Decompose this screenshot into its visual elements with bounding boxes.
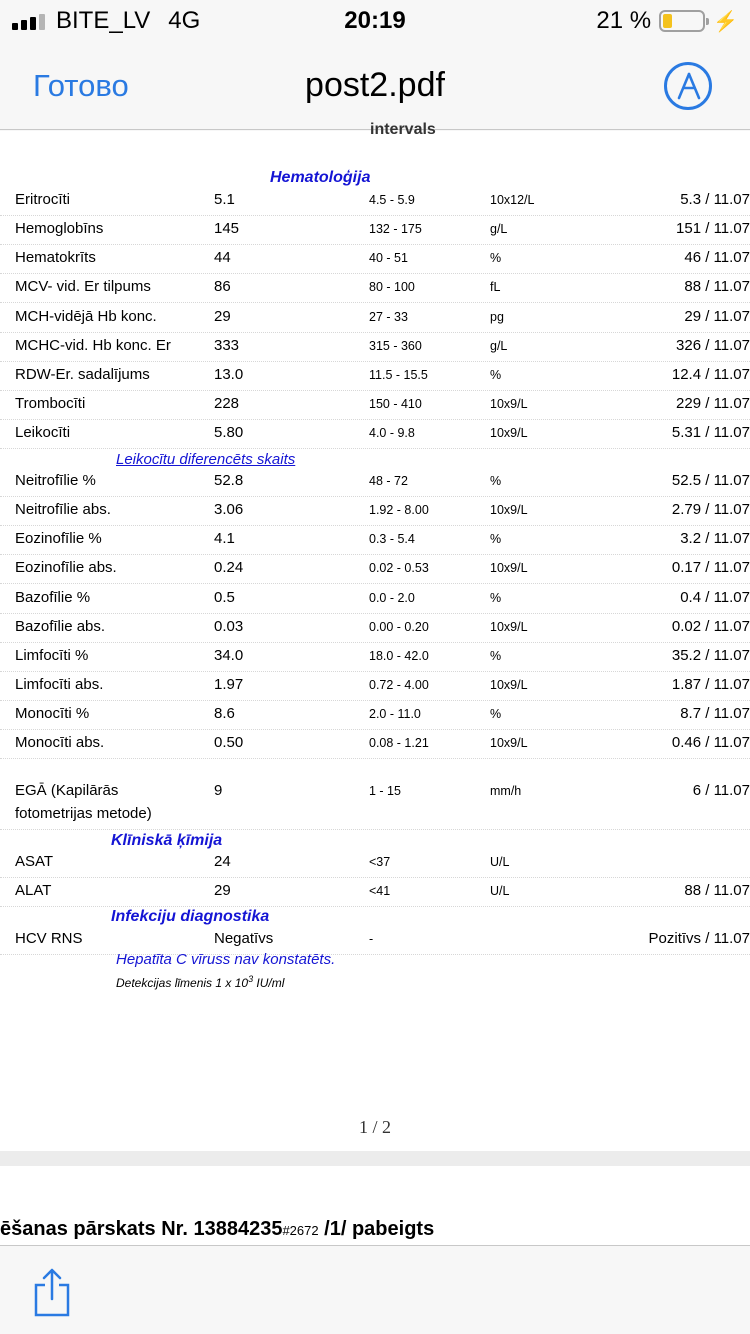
table-row — [0, 216, 750, 245]
table-row — [0, 391, 750, 420]
table-row — [0, 245, 750, 274]
test-name: Neitrofīlie abs. — [15, 501, 111, 518]
test-value: 52.8 — [214, 472, 244, 489]
table-row — [0, 468, 750, 497]
test-value: 145 — [214, 220, 240, 237]
detection-note: Detekcijas līmenis 1 x $10^3$ IU/ml — [116, 974, 285, 990]
test-value: 0.50 — [214, 734, 244, 751]
status-right — [596, 7, 738, 35]
test-name: EGĀ (Kapilārās — [15, 782, 119, 799]
next-page-title: ēšanas pārskats Nr. 13884235#2672 /1/ pabeigts — [0, 1218, 435, 1240]
reference-range: 0.3 - 5.4 — [369, 532, 415, 546]
previous-result: 3.2 / 11.07 — [680, 530, 750, 547]
table-row — [0, 778, 750, 830]
test-value: 0.24 — [214, 559, 244, 576]
clock: 20:19 — [344, 7, 406, 34]
battery-icon — [659, 10, 705, 32]
test-unit: g/L — [490, 222, 508, 236]
table-row — [0, 849, 750, 878]
test-name: Leikocīti — [15, 424, 71, 441]
reference-range: 48 - 72 — [369, 474, 408, 488]
test-value: 0.5 — [214, 589, 235, 606]
reference-range: 0.00 - 0.20 — [369, 620, 429, 634]
test-name: MCH-vidējā Hb konc. — [15, 308, 157, 325]
next-pdf-page[interactable] — [0, 1166, 750, 1246]
done-button[interactable]: Готово — [33, 68, 129, 103]
reference-range: 150 - 410 — [369, 397, 422, 411]
test-name: ALAT — [15, 882, 52, 899]
reference-range: <37 — [369, 855, 391, 869]
carrier-name: BITE_LV — [56, 7, 151, 34]
test-unit: % — [490, 368, 502, 382]
previous-result: 5.3 / 11.07 — [680, 191, 750, 208]
reference-range: 0.0 - 2.0 — [369, 591, 415, 605]
test-name: RDW-Er. sadalījums — [15, 366, 150, 383]
test-unit: 10x9/L — [490, 561, 528, 575]
test-name: Eritrocīti — [15, 191, 71, 208]
previous-result: 151 / 11.07 — [676, 220, 750, 237]
reference-range: 4.0 - 9.8 — [369, 426, 415, 440]
reference-range: <41 — [369, 884, 391, 898]
test-value: 0.03 — [214, 618, 244, 635]
test-value: 5.80 — [214, 424, 244, 441]
column-header-cut: intervals — [370, 121, 436, 138]
section-hematology: Hematoloģija — [270, 169, 371, 186]
table-row — [0, 614, 750, 643]
test-name: MCHC-vid. Hb konc. Er — [15, 337, 171, 354]
test-name: Hematokrīts — [15, 249, 96, 266]
table-row — [0, 304, 750, 333]
test-name: MCV- vid. Er tilpums — [15, 278, 151, 295]
reference-range: 1.92 - 8.00 — [369, 503, 429, 517]
test-value: 13.0 — [214, 366, 244, 383]
test-name: Hemoglobīns — [15, 220, 104, 237]
test-name: Monocīti % — [15, 705, 90, 722]
previous-result: 35.2 / 11.07 — [671, 647, 750, 664]
table-row — [0, 420, 750, 449]
test-unit: 10x9/L — [490, 736, 528, 750]
table-row — [0, 730, 750, 759]
reference-range: 2.0 - 11.0 — [369, 707, 421, 721]
test-value: 24 — [214, 853, 231, 870]
test-value: 9 — [214, 782, 223, 799]
test-value: 8.6 — [214, 705, 235, 722]
table-row — [0, 526, 750, 555]
network-type: 4G — [168, 7, 201, 34]
test-value: 5.1 — [214, 191, 235, 208]
previous-result: 8.7 / 11.07 — [680, 705, 750, 722]
reference-range: 80 - 100 — [369, 280, 415, 294]
table-row — [0, 187, 750, 216]
test-unit: mm/h — [490, 784, 522, 798]
table-row — [0, 701, 750, 730]
page-indicator: 1 / 2 — [358, 1117, 391, 1137]
test-unit: % — [490, 591, 502, 605]
test-name: Limfocīti abs. — [15, 676, 104, 693]
section-chemistry: Klīniskā ķīmija — [111, 832, 223, 849]
test-unit: 10x9/L — [490, 426, 528, 440]
previous-result: 0.02 / 11.07 — [671, 618, 750, 635]
previous-result: 0.4 / 11.07 — [680, 589, 750, 606]
previous-result: 2.79 / 11.07 — [671, 501, 750, 518]
navigation-bar — [0, 40, 750, 130]
test-name-line2: fotometrijas metode) — [15, 805, 152, 822]
test-name: Neitrofīlie % — [15, 472, 96, 489]
test-name: Eozinofīlie abs. — [15, 559, 117, 576]
pdf-page[interactable] — [0, 121, 750, 1151]
bottom-toolbar — [0, 1247, 750, 1334]
reference-range: 132 - 175 — [369, 222, 422, 236]
test-name: Monocīti abs. — [15, 734, 105, 751]
test-name: Trombocīti — [15, 395, 86, 412]
document-title: post2.pdf — [305, 66, 445, 104]
reference-range: 0.08 - 1.21 — [369, 736, 429, 750]
previous-result: 229 / 11.07 — [676, 395, 750, 412]
test-unit: % — [490, 532, 502, 546]
test-unit: 10x9/L — [490, 620, 528, 634]
test-name: ASAT — [15, 853, 54, 870]
table-row — [0, 672, 750, 701]
test-value: Negatīvs — [214, 930, 274, 947]
table-row — [0, 497, 750, 526]
previous-result: 88 / 11.07 — [684, 882, 750, 899]
test-name: Bazofīlie abs. — [15, 618, 106, 635]
test-unit: fL — [490, 280, 501, 294]
section-differential: Leikocītu diferencēts skaits — [116, 451, 296, 468]
page-gap — [0, 1151, 750, 1166]
previous-result: 88 / 11.07 — [684, 278, 750, 295]
test-unit: % — [490, 474, 502, 488]
test-unit: 10x9/L — [490, 678, 528, 692]
previous-result: 6 / 11.07 — [692, 782, 750, 799]
test-unit: % — [490, 251, 502, 265]
test-unit: g/L — [490, 339, 508, 353]
section-infection: Infekciju diagnostika — [111, 908, 270, 925]
test-unit: U/L — [490, 855, 510, 869]
reference-range: 0.02 - 0.53 — [369, 561, 429, 575]
reference-range: - — [369, 932, 374, 946]
test-name: HCV RNS — [15, 930, 83, 947]
test-name: Eozinofīlie % — [15, 530, 102, 547]
table-row — [0, 878, 750, 907]
previous-result: 52.5 / 11.07 — [671, 472, 750, 489]
reference-range: 18.0 - 42.0 — [369, 649, 429, 663]
battery-percent: 21 % — [596, 7, 652, 34]
test-value: 29 — [214, 882, 231, 899]
table-row — [0, 333, 750, 362]
test-name: Limfocīti % — [15, 647, 89, 664]
test-value: 1.97 — [214, 676, 244, 693]
reference-range: 4.5 - 5.9 — [369, 193, 415, 207]
test-value: 29 — [214, 308, 231, 325]
previous-result: 29 / 11.07 — [684, 308, 750, 325]
previous-result: 12.4 / 11.07 — [671, 366, 750, 383]
previous-result: 1.87 / 11.07 — [671, 676, 750, 693]
charging-icon: ⚡ — [713, 10, 738, 33]
test-name: Bazofīlie % — [15, 589, 91, 606]
hcv-note: Hepatīta C vīruss nav konstatēts. — [116, 951, 336, 968]
table-row — [0, 362, 750, 391]
table-row — [0, 926, 750, 955]
reference-range: 40 - 51 — [369, 251, 408, 265]
test-unit: 10x9/L — [490, 503, 528, 517]
table-row — [0, 643, 750, 672]
test-unit: % — [490, 707, 502, 721]
test-value: 228 — [214, 395, 240, 412]
share-icon[interactable] — [32, 1267, 72, 1322]
previous-result: 326 / 11.07 — [676, 337, 750, 354]
markup-pen-icon[interactable] — [664, 62, 712, 110]
test-value: 34.0 — [214, 647, 244, 664]
previous-result: Pozitīvs / 11.07 — [648, 930, 750, 947]
test-value: 86 — [214, 278, 231, 295]
previous-result: 0.17 / 11.07 — [671, 559, 750, 576]
test-value: 3.06 — [214, 501, 244, 518]
reference-range: 1 - 15 — [369, 784, 401, 798]
previous-result: 5.31 / 11.07 — [671, 424, 750, 441]
reference-range: 27 - 33 — [369, 310, 408, 324]
status-bar — [0, 0, 750, 40]
reference-range: 315 - 360 — [369, 339, 422, 353]
test-unit: U/L — [490, 884, 510, 898]
previous-result: 0.46 / 11.07 — [671, 734, 750, 751]
reference-range: 0.72 - 4.00 — [369, 678, 429, 692]
test-value: 333 — [214, 337, 240, 354]
test-unit: 10x12/L — [490, 193, 535, 207]
table-row — [0, 555, 750, 584]
test-unit: pg — [490, 310, 504, 324]
table-row — [0, 274, 750, 303]
test-value: 4.1 — [214, 530, 235, 547]
table-row — [0, 585, 750, 614]
test-unit: % — [490, 649, 502, 663]
previous-result: 46 / 11.07 — [684, 249, 750, 266]
test-value: 44 — [214, 249, 231, 266]
reference-range: 11.5 - 15.5 — [369, 368, 428, 382]
test-unit: 10x9/L — [490, 397, 528, 411]
